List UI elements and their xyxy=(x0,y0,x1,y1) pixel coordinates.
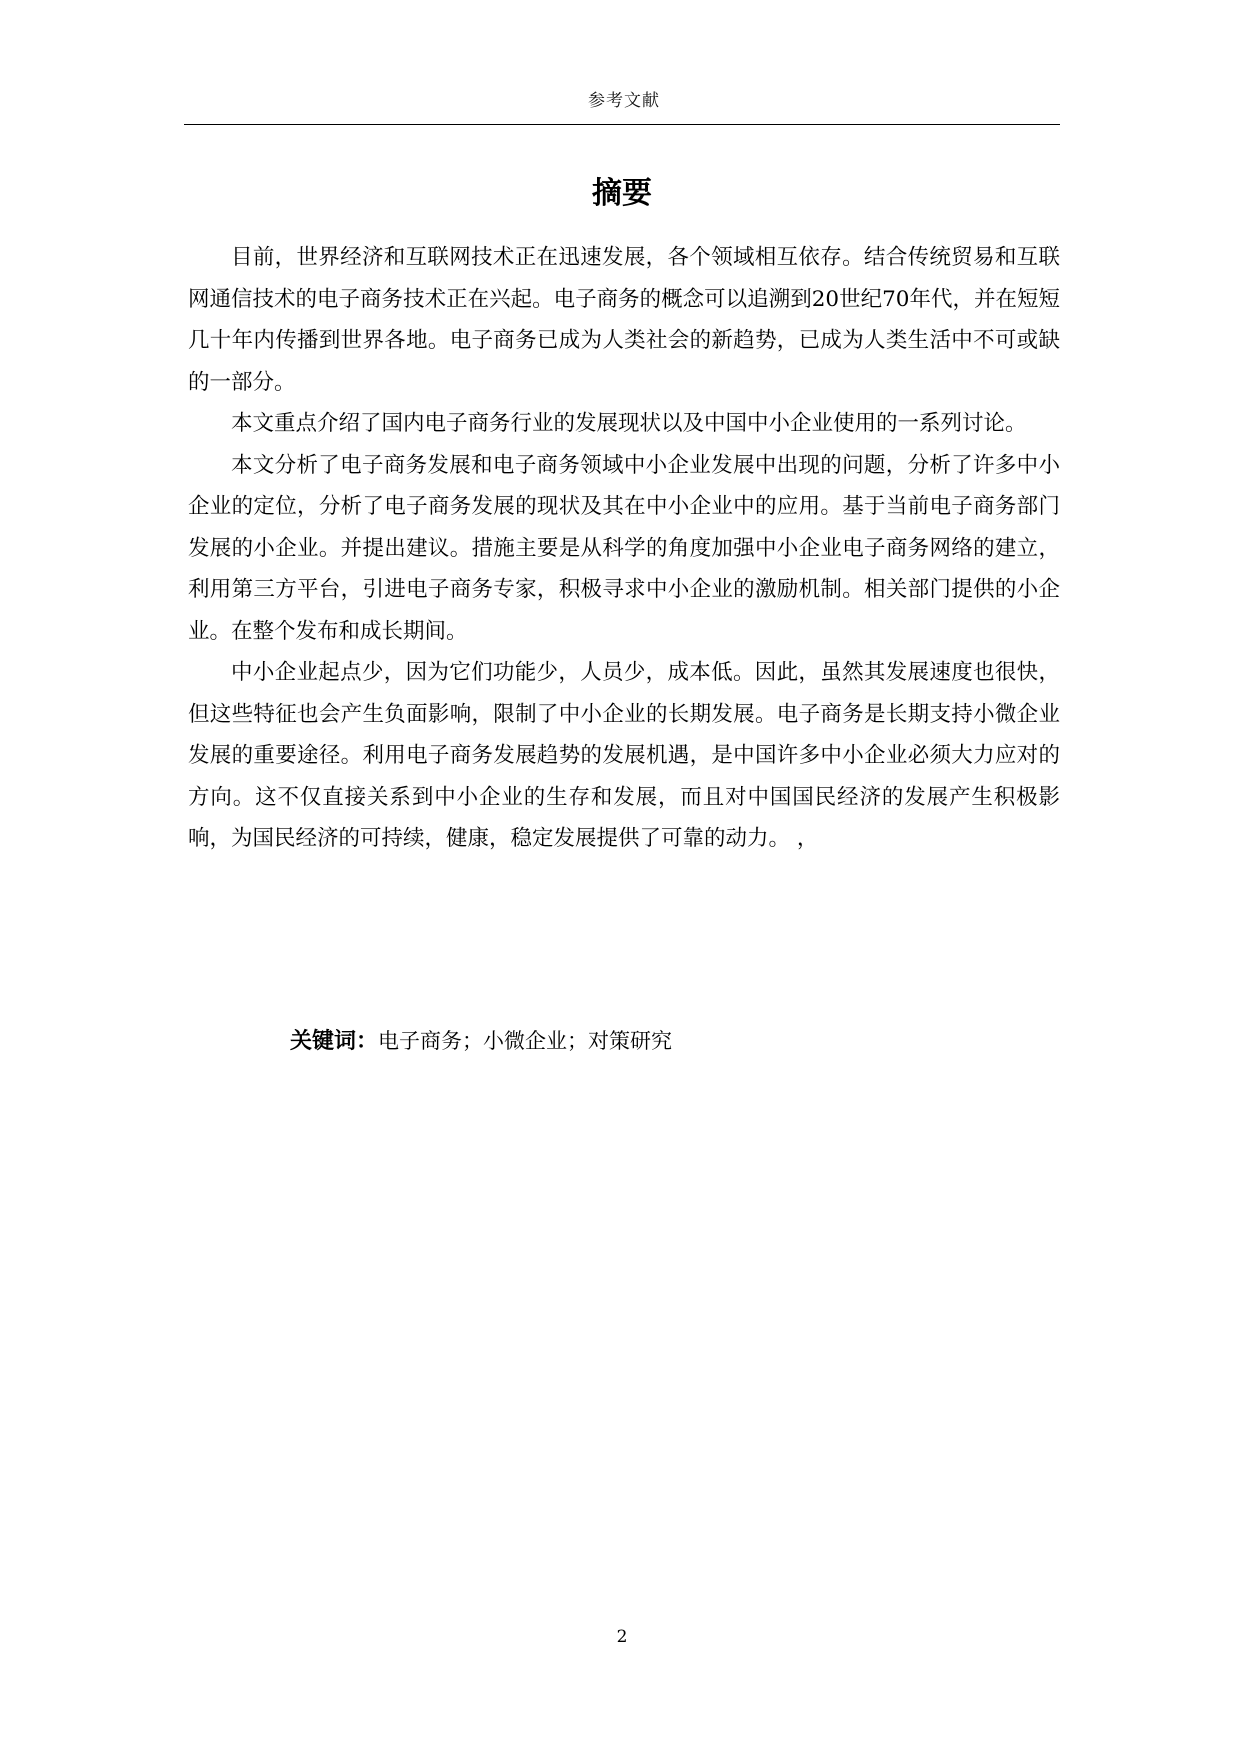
running-header: 参考文献 xyxy=(588,91,660,111)
keywords-line xyxy=(290,1024,672,1055)
abstract-paragraph-3: 本文分析了电子商务发展和电子商务领域中小企业发展中出现的问题，分析了许多中小企业的定位，分析了电子商务发展的现状及其在中小企业中的应用。基于当前电子商务部门发展的小企业。并提出建议。措施主要是从科学的角度加强中小企业电子商务网络的建立，利用第三方平台，引进电子商务专家，积极寻求中小企业的激励机制。相关部门提供的小企业。在整个发布和成长期间。 xyxy=(188,452,1060,644)
abstract-paragraph-1: 目前，世界经济和互联网技术正在迅速发展，各个领域相互依存。结合传统贸易和互联网通信技术的电子商务技术正在兴起。电子商务的概念可以追溯到20世纪70年代，并在短短几十年内传播到世界各地。电子商务已成为人类社会的新趋势，已成为人类生活中不可或缺的一部分。 xyxy=(188,245,1060,395)
abstract-paragraph-2: 本文重点介绍了国内电子商务行业的发展现状以及中国中小企业使用的一系列讨论。 xyxy=(231,411,1027,436)
header-divider xyxy=(184,124,1060,125)
abstract-title: 摘要 xyxy=(592,176,652,211)
abstract-paragraph-4: 中小企业起点少，因为它们功能少，人员少，成本低。因此，虽然其发展速度也很快，但这些特征也会产生负面影响，限制了中小企业的长期发展。电子商务是长期支持小微企业发展的重要途径。利用电子商务发展趋势的发展机遇，是中国许多中小企业必须大力应对的方向。这不仅直接关系到中小企业的生存和发展，而且对中国国民经济的发展产生积极影响，为国民经济的可持续，健康，稳定发展提供了可靠的动力。 ， xyxy=(188,660,1060,851)
keywords-label: 关键词： xyxy=(290,1029,379,1054)
keywords-value: 电子商务；小微企业；对策研究 xyxy=(378,1029,673,1053)
page-number: 2 xyxy=(616,1627,628,1647)
abstract-body xyxy=(188,237,1060,860)
